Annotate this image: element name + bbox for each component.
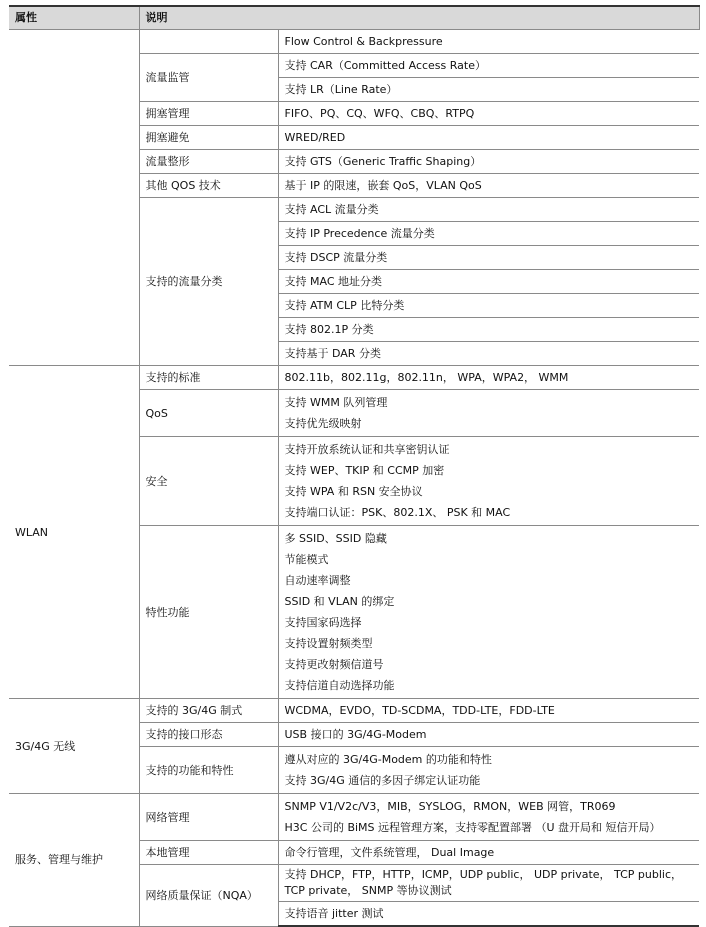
spec-table bbox=[9, 5, 700, 927]
value-line: 支持信道自动选择功能 bbox=[284, 679, 395, 692]
value-line: 遵从对应的 3G/4G-Modem 的功能和特性 bbox=[284, 753, 492, 766]
row-label-qos: QoS bbox=[139, 390, 278, 437]
row-label-other-qos: 其他 QOS 技术 bbox=[139, 174, 278, 198]
value-line: 支持 WEP、TKIP 和 CCMP 加密 bbox=[284, 464, 445, 477]
row-value: 基于 IP 的限速，嵌套 QoS，VLAN QoS bbox=[278, 174, 699, 198]
value-line: 支持 WMM 队列管理 bbox=[284, 396, 388, 409]
row-value: WRED/RED bbox=[278, 126, 699, 150]
row-value: 支持 ACL 流量分类 bbox=[278, 198, 699, 222]
row-value: 支持基于 DAR 分类 bbox=[278, 342, 699, 366]
row-value-multiline bbox=[278, 794, 699, 841]
row-label-features: 特性功能 bbox=[139, 526, 278, 699]
row-label-standards: 支持的标准 bbox=[139, 366, 278, 390]
row-value-multiline bbox=[278, 865, 699, 902]
value-line: 支持 3G/4G 通信的多因子绑定认证功能 bbox=[284, 774, 481, 787]
spec-table-wrapper bbox=[9, 5, 699, 927]
value-line: 节能模式 bbox=[284, 553, 329, 566]
value-line: 多 SSID、SSID 隐藏 bbox=[284, 532, 387, 545]
row-value: 支持 ATM CLP 比特分类 bbox=[278, 294, 699, 318]
row-label-classify: 支持的流量分类 bbox=[139, 198, 278, 366]
value-line: SSID 和 VLAN 的绑定 bbox=[284, 595, 395, 608]
row-value: 支持 CAR（Committed Access Rate） bbox=[278, 54, 699, 78]
value-line: 支持开放系统认证和共享密钥认证 bbox=[284, 443, 450, 456]
row-value-multiline bbox=[278, 437, 699, 526]
row-value: 支持 GTS（Generic Traffic Shaping） bbox=[278, 150, 699, 174]
value-line: 支持国家码选择 bbox=[284, 616, 362, 629]
row-value: Flow Control & Backpressure bbox=[278, 30, 699, 54]
row-label-nqa: 网络质量保证（NQA） bbox=[139, 865, 278, 927]
group-3g4g-label: 3G/4G 无线 bbox=[9, 699, 139, 794]
row-value: 命令行管理，文件系统管理， Dual Image bbox=[278, 841, 699, 865]
row-label-empty bbox=[139, 30, 278, 54]
value-line: 自动速率调整 bbox=[284, 574, 351, 587]
row-value-multiline bbox=[278, 747, 699, 794]
value-line: 支持更改射频信道号 bbox=[284, 658, 384, 671]
value-line: 支持 WPA 和 RSN 安全协议 bbox=[284, 485, 423, 498]
table-row bbox=[9, 366, 699, 390]
row-value-multiline bbox=[278, 526, 699, 699]
header-attribute: 属性 bbox=[9, 6, 139, 30]
table-row bbox=[9, 699, 699, 723]
value-line: 支持 DHCP，FTP，HTTP，ICMP，UDP public， UDP private， TCP public， TCP private， SNMP 等协议测试 bbox=[284, 868, 683, 897]
row-value: 支持语音 jitter 测试 bbox=[278, 902, 699, 927]
row-label-congestion-mgmt: 拥塞管理 bbox=[139, 102, 278, 126]
row-value-multiline bbox=[278, 390, 699, 437]
row-value: 支持 MAC 地址分类 bbox=[278, 270, 699, 294]
row-label-flow-monitor: 流量监管 bbox=[139, 54, 278, 102]
row-value: 支持 802.1P 分类 bbox=[278, 318, 699, 342]
row-value: 支持 DSCP 流量分类 bbox=[278, 246, 699, 270]
row-value: 支持 IP Precedence 流量分类 bbox=[278, 222, 699, 246]
row-label-interface: 支持的接口形态 bbox=[139, 723, 278, 747]
row-label-congestion-avoid: 拥塞避免 bbox=[139, 126, 278, 150]
row-label-security: 安全 bbox=[139, 437, 278, 526]
row-value: WCDMA，EVDO，TD-SCDMA，TDD-LTE，FDD-LTE bbox=[278, 699, 699, 723]
row-value: 支持 LR（Line Rate） bbox=[278, 78, 699, 102]
value-line: 支持设置射频类型 bbox=[284, 637, 373, 650]
row-label-local-mgmt: 本地管理 bbox=[139, 841, 278, 865]
row-label-traffic-shaping: 流量整形 bbox=[139, 150, 278, 174]
row-label-functions: 支持的功能和特性 bbox=[139, 747, 278, 794]
value-line: H3C 公司的 BiMS 远程管理方案，支持零配置部署 （U 盘开局和 短信开局） bbox=[284, 821, 661, 834]
row-value: 802.11b，802.11g，802.11n， WPA，WPA2， WMM bbox=[278, 366, 699, 390]
value-line: 支持端口认证：PSK、802.1X、 PSK 和 MAC bbox=[284, 506, 511, 519]
row-label-netmgmt: 网络管理 bbox=[139, 794, 278, 841]
header-description: 说明 bbox=[139, 6, 699, 30]
group-service-label: 服务、管理与维护 bbox=[9, 794, 139, 927]
header-row bbox=[9, 6, 699, 30]
table-row bbox=[9, 30, 699, 54]
group-wlan-label: WLAN bbox=[9, 366, 139, 699]
row-value: USB 接口的 3G/4G-Modem bbox=[278, 723, 699, 747]
value-line: SNMP V1/V2c/V3，MIB，SYSLOG，RMON，WEB 网管，TR069 bbox=[284, 800, 616, 813]
row-value: FIFO、PQ、CQ、WFQ、CBQ、RTPQ bbox=[278, 102, 699, 126]
value-line: 支持优先级映射 bbox=[284, 417, 362, 430]
table-row bbox=[9, 794, 699, 841]
group-qos-label bbox=[9, 30, 139, 366]
row-label-modes: 支持的 3G/4G 制式 bbox=[139, 699, 278, 723]
